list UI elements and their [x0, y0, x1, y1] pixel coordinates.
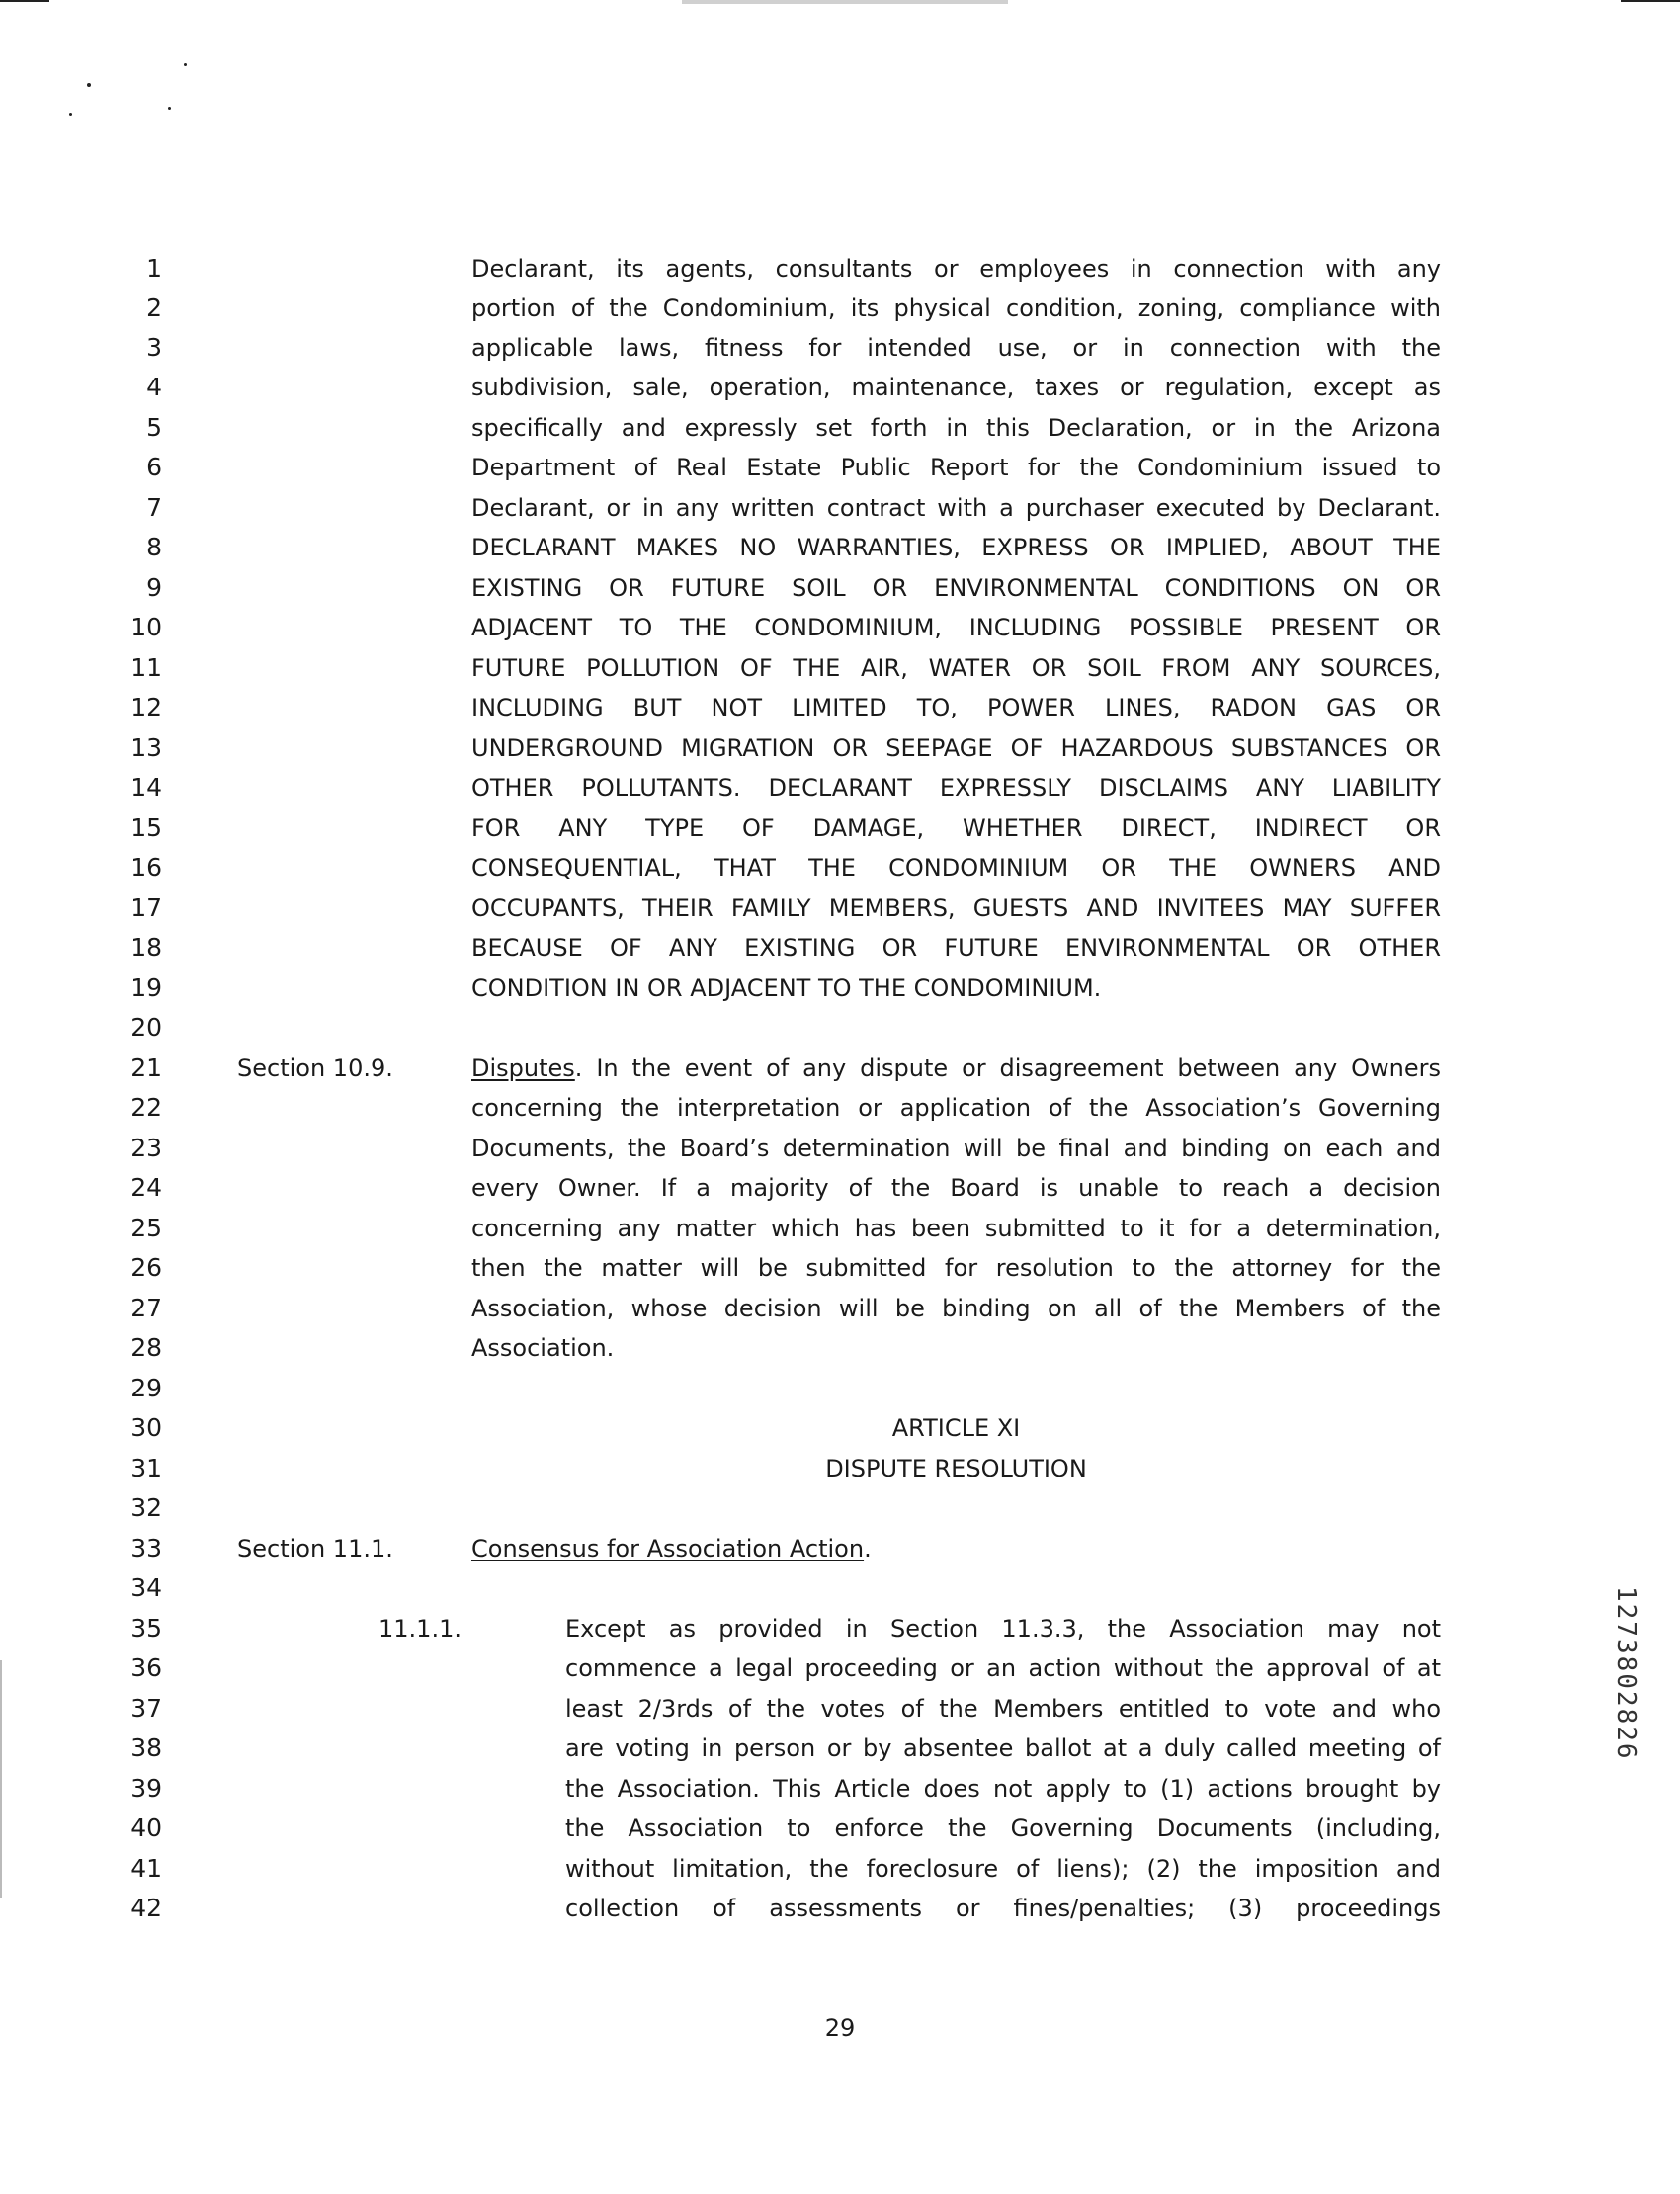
line-number: 16: [130, 853, 162, 882]
line-number: 7: [146, 493, 162, 522]
scan-speck: [168, 107, 171, 110]
line-number: 13: [130, 733, 162, 762]
article-number: ARTICLE XI: [891, 1414, 1021, 1442]
section-first-line: [471, 1054, 1441, 1083]
section-label: Section 10.9.: [237, 1055, 393, 1082]
page-number: 29: [824, 2014, 856, 2042]
paragraph-line: OTHER POLLUTANTS. DECLARANT EXPRESSLY DISCLAIMS ANY LIABILITY: [471, 774, 1441, 802]
recording-number-stamp: 1273802826: [1611, 1586, 1640, 1761]
line-number: 3: [146, 333, 162, 362]
section-first-line-text: . In the event of any dispute or disagreement between any Owners: [574, 1055, 1441, 1082]
scan-edge-mark: [0, 1660, 2, 1898]
line-number: 11: [130, 653, 162, 682]
paragraph-line: concerning the interpretation or application of the Association’s Governing: [471, 1094, 1441, 1122]
scan-speck: [184, 63, 187, 66]
line-number: 28: [130, 1333, 162, 1362]
line-number: 33: [130, 1534, 162, 1562]
line-number: 21: [130, 1054, 162, 1082]
paragraph-line: the Association to enforce the Governing Documents (including,: [565, 1814, 1441, 1842]
line-number: 6: [146, 453, 162, 481]
paragraph-line: Association, whose decision will be binding on all of the Members of the: [471, 1295, 1441, 1322]
line-number: 23: [130, 1134, 162, 1162]
article-title: DISPUTE RESOLUTION: [825, 1455, 1087, 1482]
line-number: 35: [130, 1614, 162, 1643]
section-heading-punct: .: [864, 1535, 872, 1562]
line-number: 29: [130, 1374, 162, 1402]
line-number: 34: [130, 1573, 162, 1602]
section-heading: Consensus for Association Action: [471, 1535, 865, 1562]
paragraph-line: CONDITION IN OR ADJACENT TO THE CONDOMINIUM.: [471, 974, 1102, 1002]
paragraph-line: FOR ANY TYPE OF DAMAGE, WHETHER DIRECT, INDIRECT OR: [471, 814, 1441, 842]
scan-header-smudge: [682, 0, 1008, 4]
subsection-label: 11.1.1.: [378, 1615, 462, 1643]
line-number: 39: [130, 1774, 162, 1803]
paragraph-line: Association.: [471, 1334, 615, 1362]
paragraph-line: commence a legal proceeding or an action without the approval of at: [565, 1654, 1441, 1682]
line-number: 27: [130, 1294, 162, 1322]
paragraph-line: CONSEQUENTIAL, THAT THE CONDOMINIUM OR THE OWNERS AND: [471, 854, 1441, 882]
paragraph-line: UNDERGROUND MIGRATION OR SEEPAGE OF HAZARDOUS SUBSTANCES OR: [471, 734, 1441, 762]
paragraph-line: BECAUSE OF ANY EXISTING OR FUTURE ENVIRONMENTAL OR OTHER: [471, 934, 1441, 962]
paragraph-line: Declarant, or in any written contract with a purchaser executed by Declarant.: [471, 494, 1441, 522]
line-number: 36: [130, 1653, 162, 1682]
paragraph-line: Department of Real Estate Public Report for the Condominium issued to: [471, 454, 1441, 481]
line-number: 26: [130, 1253, 162, 1282]
paragraph-line: every Owner. If a majority of the Board is unable to reach a decision: [471, 1174, 1441, 1202]
section-heading-line: [471, 1534, 872, 1563]
paragraph-line: Declarant, its agents, consultants or employees in connection with any: [471, 255, 1441, 283]
section-heading: Disputes: [471, 1055, 575, 1082]
line-number: 17: [130, 893, 162, 922]
line-number: 22: [130, 1093, 162, 1122]
paragraph-line: specifically and expressly set forth in this Declaration, or in the Arizona: [471, 414, 1441, 442]
paragraph-line: ADJACENT TO THE CONDOMINIUM, INCLUDING POSSIBLE PRESENT OR: [471, 614, 1441, 641]
paragraph-line: applicable laws, fitness for intended use, or in connection with the: [471, 334, 1441, 362]
line-number: 42: [130, 1894, 162, 1922]
line-number: 25: [130, 1214, 162, 1242]
section-label: Section 11.1.: [237, 1535, 393, 1562]
line-number: 14: [130, 773, 162, 802]
paragraph-line: Documents, the Board’s determination will be final and binding on each and: [471, 1135, 1441, 1162]
line-number: 41: [130, 1854, 162, 1883]
paragraph-line: least 2/3rds of the votes of the Members entitled to vote and who: [565, 1695, 1441, 1723]
line-number: 9: [146, 573, 162, 602]
line-number: 18: [130, 933, 162, 962]
line-number: 38: [130, 1733, 162, 1762]
line-number: 31: [130, 1454, 162, 1482]
paragraph-line: INCLUDING BUT NOT LIMITED TO, POWER LINES, RADON GAS OR: [471, 694, 1441, 721]
line-number: 37: [130, 1694, 162, 1723]
paragraph-line: are voting in person or by absentee ballot at a duly called meeting of: [565, 1734, 1441, 1762]
paragraph-line: collection of assessments or fines/penalties; (3) proceedings: [565, 1895, 1441, 1922]
line-number: 12: [130, 693, 162, 721]
paragraph-line: without limitation, the foreclosure of liens); (2) the imposition and: [565, 1855, 1441, 1883]
paragraph-line: the Association. This Article does not apply to (1) actions brought by: [565, 1775, 1441, 1803]
paragraph-line: then the matter will be submitted for resolution to the attorney for the: [471, 1254, 1441, 1282]
line-number: 30: [130, 1413, 162, 1442]
line-number: 24: [130, 1173, 162, 1202]
line-number: 4: [146, 373, 162, 401]
line-number: 40: [130, 1814, 162, 1842]
scan-speck: [87, 83, 91, 87]
line-number: 8: [146, 533, 162, 561]
line-number: 20: [130, 1013, 162, 1042]
scan-edge-mark: [1621, 0, 1680, 2]
paragraph-line: portion of the Condominium, its physical condition, zoning, compliance with: [471, 295, 1441, 322]
paragraph-line: DECLARANT MAKES NO WARRANTIES, EXPRESS OR IMPLIED, ABOUT THE: [471, 534, 1441, 561]
line-number: 2: [146, 294, 162, 322]
line-number: 19: [130, 973, 162, 1002]
line-number: 15: [130, 813, 162, 842]
paragraph-line: OCCUPANTS, THEIR FAMILY MEMBERS, GUESTS AND INVITEES MAY SUFFER: [471, 894, 1441, 922]
paragraph-line: Except as provided in Section 11.3.3, the Association may not: [565, 1615, 1441, 1643]
paragraph-line: subdivision, sale, operation, maintenance, taxes or regulation, except as: [471, 374, 1441, 401]
line-number: 32: [130, 1493, 162, 1522]
line-number: 1: [146, 254, 162, 283]
scan-speck: [69, 113, 72, 116]
line-number: 10: [130, 613, 162, 641]
paragraph-line: concerning any matter which has been submitted to it for a determination,: [471, 1215, 1441, 1242]
scan-edge-mark: [0, 0, 49, 2]
line-number: 5: [146, 413, 162, 442]
paragraph-line: FUTURE POLLUTION OF THE AIR, WATER OR SOIL FROM ANY SOURCES,: [471, 654, 1441, 682]
paragraph-line: EXISTING OR FUTURE SOIL OR ENVIRONMENTAL CONDITIONS ON OR: [471, 574, 1441, 602]
